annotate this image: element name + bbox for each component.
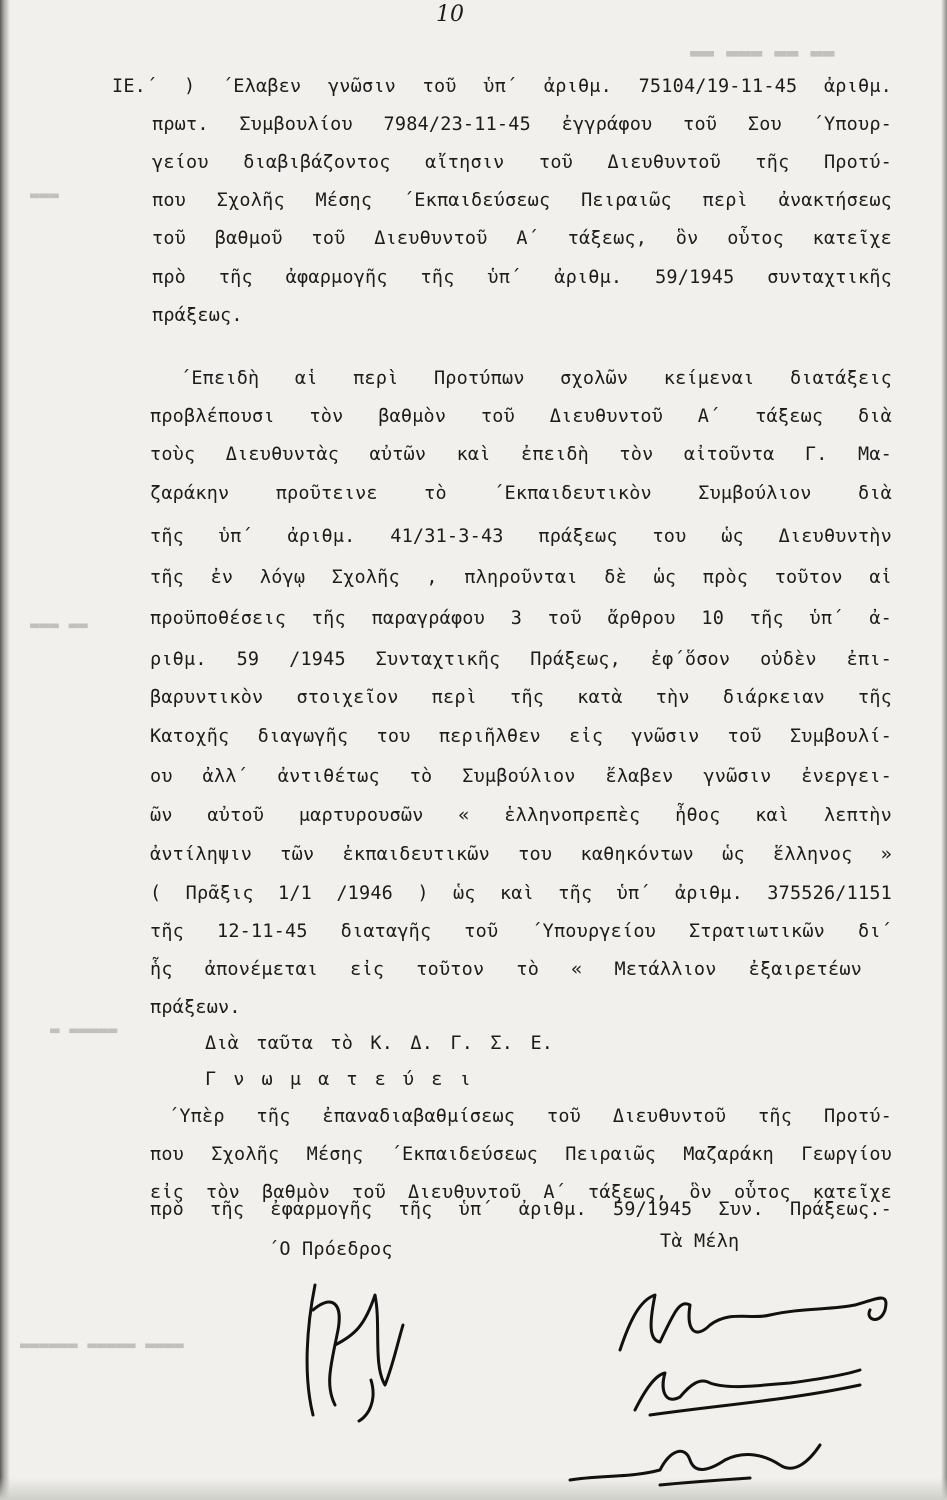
text-line: Κατοχῆς διαγωγῆς του περιῆλθεν εἰς γνῶσιν τοῦ Συμβουλί- xyxy=(150,726,892,747)
bleed-through-mark: ▬▬▬ ▬▬ xyxy=(30,615,88,634)
decision-verb: Γ ν ω μ α τ ε ύ ε ι xyxy=(205,1069,474,1090)
text-line: γείου διαβιβάζοντος αἴτησιν τοῦ Διευθυντοῦ τῆς Προτύ- xyxy=(152,152,892,173)
members-label: Τὰ Μέλη xyxy=(660,1231,740,1252)
bleed-through-mark: ▬ ▬▬▬▬▬ xyxy=(50,1020,118,1039)
text-line: ἀντίληψιν τῶν ἐκπαιδευτικῶν του καθηκόντων ὡς ἕλληνος » xyxy=(150,844,892,865)
bleed-through-mark: ▬▬ ▬▬▬ ▬▬ ▬▬ xyxy=(690,40,835,64)
member-signature xyxy=(560,1430,830,1495)
text-line: ΄Υπὲρ τῆς ἐπαναδιαβαθμίσεως τοῦ Διευθυντοῦ τῆς Προτύ- xyxy=(168,1106,892,1127)
text-line: που Σχολῆς Μέσης ΄Εκπαιδεύσεως Πειραιῶς περὶ ἀνακτήσεως xyxy=(152,190,892,211)
text-line: τοὺς Διευθυντὰς αὐτῶν καὶ ἐπειδὴ τὸν αἰτοῦντα Γ. Μα- xyxy=(150,444,892,465)
member-signature xyxy=(620,1355,870,1425)
text-line: προϋποθέσεις τῆς παραγράφου 3 τοῦ ἄρθρου 10 τῆς ὑπ΄ ἀ- xyxy=(150,608,892,629)
text-line: τῆς ἐν λόγῳ Σχολῆς , πληροῦνται δὲ ὡς πρὸς τοῦτον αἱ xyxy=(150,567,892,588)
president-signature xyxy=(285,1265,415,1425)
scan-edge-right xyxy=(941,0,947,1500)
text-line: τοῦ βαθμοῦ τοῦ Διευθυντοῦ Α΄ τάξεως, ὃν οὗτος κατεῖχε xyxy=(152,228,892,249)
text-line: βαρυντικὸν στοιχεῖον περὶ τῆς κατὰ τὴν διάρκειαν τῆς xyxy=(150,687,892,708)
bleed-through-mark: ▬▬▬▬▬▬ ▬▬▬▬▬ ▬▬▬▬ xyxy=(20,1335,184,1354)
text-line: εἰς τὸν βαθμὸν τοῦ Διευθυντοῦ Α΄ τάξεως, ὃν οὗτος κατεῖχε xyxy=(150,1182,892,1203)
text-line: ( Πρᾶξις 1/1 /1946 ) ὡς καὶ τῆς ὑπ΄ ἀριθμ. 375526/1151 xyxy=(150,883,892,904)
text-line: ριθμ. 59 /1945 Συνταχτικῆς Πράξεως, ἐφ΄ὅσον οὐδὲν ἐπι- xyxy=(150,649,892,670)
text-line: ΙΕ.΄ ) ΄Ελαβεν γνῶσιν τοῦ ὑπ΄ ἀριθμ. 75104/19-11-45 ἀριθμ. xyxy=(112,76,892,97)
text-line: πράξεως. xyxy=(152,305,243,326)
text-line: ῶν αὐτοῦ μαρτυρουσῶν « ἑλληνοπρεπὲς ἦθος καὶ λεπτὴν xyxy=(150,805,892,826)
text-line: ΄Επειδὴ αἱ περὶ Προτύπων σχολῶν κείμεναι διατάξεις xyxy=(180,368,892,389)
bleed-through-mark: ▬▬▬ xyxy=(30,185,59,204)
decision-heading: Διὰ ταῦτα τὸ Κ. Δ. Γ. Σ. Ε. xyxy=(205,1033,554,1054)
text-line: ου ἀλλ΄ ἀντιθέτως τὸ Συμβούλιον ἔλαβεν γνῶσιν ἐνεργει- xyxy=(150,766,892,787)
text-line: τῆς 12-11-45 διαταγῆς τοῦ ΄Υπουργείου Στρατιωτικῶν δι΄ xyxy=(150,921,892,942)
text-line: πρὸ τῆς ἐφαρμογῆς τῆς ὑπ΄ ἀριθμ. 59/1945 Συν. Πράξεως.- xyxy=(150,1199,892,1220)
member-signature xyxy=(600,1280,900,1360)
text-line: ἧς ἀπονέμεται εἰς τοῦτον τὸ « Μετάλλιον ἐξαιρετέων xyxy=(150,959,862,980)
text-line: που Σχολῆς Μέσης ΄Εκπαιδεύσεως Πειραιῶς Μαζαράκη Γεωργίου xyxy=(150,1144,892,1165)
scan-edge-left xyxy=(0,0,10,1500)
text-line: τῆς ὑπ΄ ἀριθμ. 41/31-3-43 πράξεως του ὡς Διευθυντὴν xyxy=(150,526,892,547)
text-line: πρὸ τῆς ἀφαρμογῆς τῆς ὑπ΄ ἀριθμ. 59/1945 συνταχτικῆς xyxy=(152,267,892,288)
text-line: προβλέπουσι τὸν βαθμὸν τοῦ Διευθυντοῦ Α΄ τάξεως διὰ xyxy=(150,406,892,427)
president-label: ΄Ο Πρόεδρος xyxy=(268,1239,393,1260)
text-line: πρωτ. Συμβουλίου 7984/23-11-45 ἐγγράφου τοῦ Σου ΄Υπουρ- xyxy=(152,114,892,135)
text-line: ζαράκην προῦτεινε τὸ ΄Εκπαιδευτικὸν Συμβούλιον διὰ xyxy=(150,483,892,504)
page-number: 10 xyxy=(436,2,464,27)
text-line: πράξεων. xyxy=(150,997,241,1018)
